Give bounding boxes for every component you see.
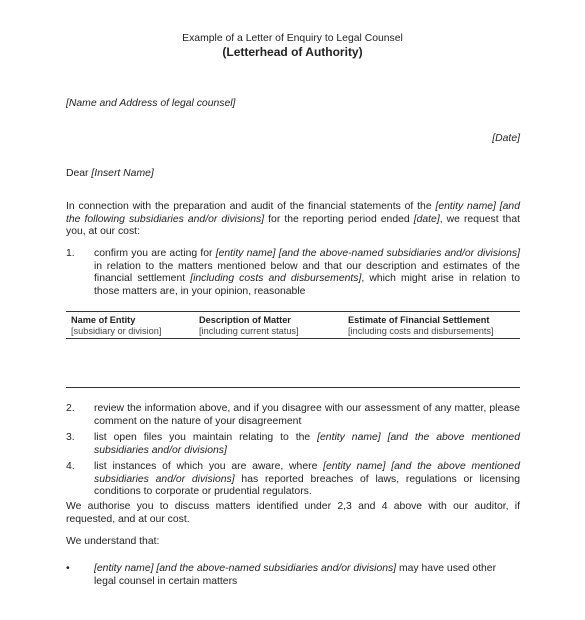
table-cell-description: [including current status] [199, 326, 299, 336]
item-1-text-3: in relation to the matters mentioned below and that our description and estimates of the financial settlement [94, 260, 520, 285]
item-1-text [94, 248, 520, 298]
item-3-subsidiaries: [and the above mentioned subsidiaries and/or divisions] [94, 432, 520, 456]
salutation-name: [Insert Name] [91, 168, 154, 179]
bullet-text [94, 563, 520, 588]
understand-paragraph: We understand that: [66, 536, 160, 547]
salutation [66, 168, 154, 181]
bullet-text-2: may have used other legal counsel in certain matters [94, 563, 497, 587]
intro-entity: [entity name] [435, 201, 496, 212]
item-2-text: review the information above, and if you disagree with our assessment of any matter, please comment on the nature of your disagreement [94, 403, 520, 427]
table-cell-entity: [subsidiary or division] [71, 326, 162, 336]
item-4-entity: [entity name] [323, 461, 386, 472]
item-3-number: 3. [66, 432, 75, 443]
item-1-entity: [entity name] [215, 248, 276, 259]
item-1-number: 1. [66, 248, 75, 259]
table-cell-estimate: [including costs and disbursements] [348, 326, 494, 336]
salutation-prefix: Dear [66, 168, 92, 179]
intro-subsidiaries: [and the following subsidiaries and/or divisions] [66, 201, 520, 225]
table-header-description: Description of Matter [199, 315, 291, 325]
letter-date: [Date] [492, 133, 520, 144]
bullet-icon: • [66, 563, 70, 574]
item-1-text-4: , which might arise in relation to those matters are, in your opinion, reasonable [94, 273, 520, 297]
item-1-subsidiaries: [and the above-named subsidiaries and/or divisions] [278, 248, 520, 259]
table-header-estimate: Estimate of Financial Settlement [348, 315, 490, 325]
item-3-text-1: list open files you maintain relating to the [94, 432, 318, 443]
item-3-text [94, 432, 520, 457]
table-header-entity: Name of Entity [71, 315, 136, 325]
intro-text-1: In connection with the preparation and audit of the financial statements of the [66, 201, 436, 212]
item-4-subsidiaries: [and the above mentioned subsidiaries and/or divisions] [94, 461, 520, 485]
item-4-text [94, 461, 520, 499]
letter-title: Example of a Letter of Enquiry to Legal Counsel [182, 33, 403, 44]
item-3-entity: [entity name] [317, 432, 381, 443]
intro-text-4: , we request that you, at our cost: [66, 213, 520, 238]
intro-paragraph [66, 201, 520, 239]
item-2-number: 2. [66, 403, 75, 414]
item-3-text-2 [381, 432, 388, 443]
item-4-text-1: list instances of which you are aware, where [94, 461, 324, 472]
table-header-rule [66, 338, 520, 339]
authorise-paragraph: We authorise you to discuss matters identified under 2,3 and 4 above with our auditor, if requested, and at our cost. [66, 501, 520, 525]
bullet-subsidiaries: [and the above-named subsidiaries and/or divisions] [156, 563, 397, 574]
bullet-entity: [entity name] [94, 563, 154, 574]
intro-text-3: for the reporting period ended [264, 213, 414, 225]
item-1-costs: [including costs and disbursements] [190, 273, 362, 285]
letterhead-subtitle: (Letterhead of Authority) [222, 45, 363, 59]
intro-date: [date] [413, 213, 440, 225]
item-1-text-1: confirm you are acting for [94, 248, 216, 259]
recipient-address: [Name and Address of legal counsel] [66, 98, 236, 109]
table-bottom-rule [66, 387, 520, 388]
table-top-rule [66, 311, 520, 312]
item-4-text-3: has reported breaches of laws, regulations or licensing conditions to corporate or prudential regulators. [94, 473, 520, 498]
item-4-number: 4. [66, 461, 75, 472]
